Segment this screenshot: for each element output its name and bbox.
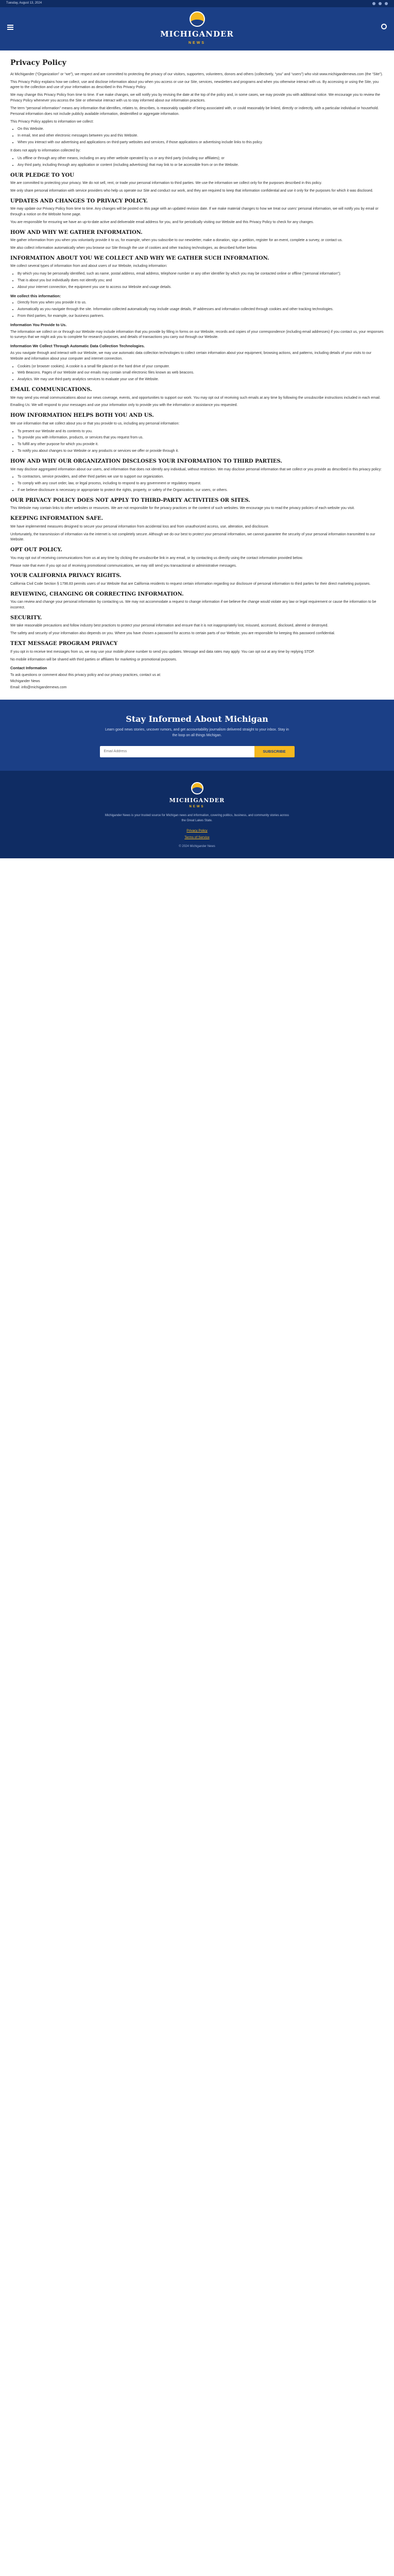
site-logo-title[interactable]: MICHIGANDER <box>160 29 234 39</box>
section-list-item: • To present our Website and its contents to you. <box>18 429 384 435</box>
intro-paragraph: We may change this Privacy Policy from time to time. If we make changes, we will notify you by revising the date at the top of the policy and, in some cases, we may provide you with additional notice. We encourage you to review the Privacy Policy whenever you access the Site or otherwise interact with us to stay informed about our information practices. <box>10 93 380 103</box>
section-list-item: • About your internet connection, the equipment you use to access our Website and usage details. <box>18 285 384 291</box>
site-logo-subtitle: NEWS <box>189 41 205 45</box>
footer-description: Michigander News is your trusted source for Michigan news and information, covering politics, business, and community stories across the Great Lakes State. <box>105 814 289 822</box>
newsletter-form <box>100 746 295 757</box>
contact-line: Email: info@michigandernews.com <box>10 685 67 689</box>
section-paragraph: We also collect information automatically when you browse our Site through the use of cookies and other tracking technologies, as described further below. <box>10 246 258 250</box>
intro-paragraph: The term “personal information” means any information that identifies, relates to, describes, is reasonably capable of being associated with, or could reasonably be linked, directly or indirectly, with a particular individual or household. Personal information does not include publicly available information, deidentified or aggregate information. <box>10 106 379 116</box>
intro-list-item: • Any third party, including through any application or content (including advertising) that may link to or be accessible from or on the Website. <box>18 163 384 168</box>
policy-section <box>10 459 384 494</box>
policy-section <box>10 498 384 512</box>
section-paragraph: This Website may contain links to other websites or resources. We are not responsible for the privacy practices or the content of such websites. We encourage you to read the privacy policies of each website you visit. <box>10 506 355 511</box>
section-heading: TEXT MESSAGE PROGRAM PRIVACY <box>10 641 118 647</box>
subsection-heading: Information You Provide to Us. <box>10 322 67 327</box>
intro-paragraph: At Michigander (“Organization” or “we”), we respect and are committed to protecting the privacy of our visitors, supporters, volunteers, donors and others (collectively, “you” and “users”) who visit www.michigandernews.com (the “Site”). <box>10 72 383 76</box>
page-title: Privacy Policy <box>10 59 66 67</box>
section-paragraph: We may update our Privacy Policy from time to time. Any changes will be posted on this page with an updated revision date. If we make material changes to how we treat our users’ personal information, we will notify you by email or through a notice on the Website home page. <box>10 207 379 217</box>
policy-section <box>10 387 384 409</box>
hamburger-menu-icon[interactable] <box>7 25 13 31</box>
section-list-item: • That is about you but individually does not identify you; and <box>18 278 384 284</box>
section-heading: KEEPING INFORMATION SAFE. <box>10 516 104 522</box>
footer-link-privacy[interactable]: Privacy Policy <box>186 828 208 833</box>
footer-logo-subtitle: NEWS <box>189 805 205 809</box>
section-heading: OUR PLEDGE TO YOU <box>10 172 74 178</box>
section-list <box>18 364 384 383</box>
social-links <box>372 2 388 5</box>
section-list-item: • To notify you about changes to our Website or any products or services we offer or provide through it. <box>18 449 384 454</box>
section-heading: OUR PRIVACY POLICY DOES NOT APPLY TO THIRD-PARTY ACTIVITIES OR SITES. <box>10 497 250 503</box>
section-paragraph: As you navigate through and interact with our Website, we may use automatic data collection technologies to collect certain information about your equipment, browsing actions, and patterns, including details of your visits to our Website and information about your computer and internet connection. <box>10 351 372 361</box>
section-list-item: • To contractors, service providers, and other third parties we use to support our organization. <box>18 474 384 480</box>
section-paragraph: Emailing Us: We will respond to your messages and use your information only to provide you with the information or assistance you requested. <box>10 403 238 408</box>
section-paragraph: The information we collect on or through our Website may include information that you provide by filling in forms on our Website, records and copies of your correspondence (including email addresses) if you contact us, your responses to surveys that we might ask you to complete for research purposes, and details of transactions you carry out through our Website. <box>10 330 384 340</box>
intro-list-item: • In email, text and other electronic messages between you and this Website. <box>18 133 384 139</box>
site-footer <box>0 771 394 858</box>
contact-block <box>10 665 384 690</box>
section-heading: HOW INFORMATION HELPS BOTH YOU AND US. <box>10 413 154 419</box>
subscribe-button[interactable]: SUBSCRIBE <box>254 746 295 757</box>
policy-section <box>10 615 384 637</box>
instagram-icon[interactable] <box>385 2 388 5</box>
section-list <box>18 272 384 291</box>
intro-section <box>10 72 384 168</box>
section-heading: REVIEWING, CHANGING OR CORRECTING INFORMATION. <box>10 591 184 597</box>
current-date: Tuesday, August 13, 2024 <box>6 2 42 5</box>
footer-logo-title: MICHIGANDER <box>169 796 225 804</box>
site-header <box>0 7 394 50</box>
section-heading: YOUR CALIFORNIA PRIVACY RIGHTS. <box>10 573 122 579</box>
intro-paragraph: This Privacy Policy applies to information we collect: <box>10 120 94 124</box>
section-paragraph: We take reasonable precautions and follow industry best practices to protect your personal information and ensure that it is not inappropriately lost, misused, accessed, disclosed, altered or destroyed. <box>10 624 329 628</box>
section-list-item: • To fulfill any other purpose for which you provide it. <box>18 442 384 448</box>
twitter-icon[interactable] <box>379 2 382 5</box>
section-list-item: • To provide you with information, products, or services that you request from us. <box>18 435 384 441</box>
search-icon[interactable] <box>381 24 387 29</box>
section-list-item: • Directly from you when you provide it to us. <box>18 300 384 306</box>
section-paragraph: No mobile information will be shared with third parties or affiliates for marketing or promotional purposes. <box>10 657 177 662</box>
section-list <box>18 429 384 454</box>
intro-paragraph: This Privacy Policy explains how we collect, use and disclose information about you when you access or use our Site, services, newsletters and programs and when you otherwise interact with us. By accessing or using the Site, you agree to the collection and use of your information as described in this Privacy Policy. <box>10 80 379 90</box>
section-paragraph: The safety and security of your information also depends on you. Where you have chosen a password for access to certain parts of our Website, you are responsible for keeping this password confidential. <box>10 632 335 636</box>
section-heading: UPDATES AND CHANGES TO PRIVACY POLICY. <box>10 198 148 204</box>
policy-section <box>10 413 384 454</box>
section-paragraph: We gather information from you when you voluntarily provide it to us, for example, when you subscribe to our newsletter, make a donation, sign a petition, register for an event, complete a survey, or contact us. <box>10 239 343 243</box>
section-list-item: • Web Beacons. Pages of our Website and our emails may contain small electronic files known as web beacons. <box>18 370 384 376</box>
top-bar <box>0 0 394 7</box>
subsection-heading: Information We Collect Through Automatic Data Collection Technologies. <box>10 344 145 349</box>
policy-section <box>10 516 384 543</box>
footer-links <box>184 828 209 840</box>
section-paragraph: California Civil Code Section § 1798.83 permits users of our Website that are California residents to request certain information regarding our disclosure of personal information to third parties for their direct marketing purposes. <box>10 582 371 586</box>
section-list-item: • Analytics. We may use third-party analytics services to evaluate your use of the Website. <box>18 377 384 383</box>
section-list-item: • From third parties, for example, our business partners. <box>18 314 384 319</box>
footer-link-terms[interactable]: Terms of Service <box>184 835 210 839</box>
section-paragraph: If you opt in to receive text messages from us, we may use your mobile phone number to send you updates. Message and data rates may apply. You can opt out at any time by replying STOP. <box>10 650 315 654</box>
section-heading: INFORMATION ABOUT YOU WE COLLECT AND WHY WE GATHER SUCH INFORMATION. <box>10 255 269 261</box>
section-heading: OPT OUT POLICY. <box>10 547 62 553</box>
section-heading: HOW AND WHY OUR ORGANIZATION DISCLOSES YOUR INFORMATION TO THIRD PARTIES. <box>10 459 282 464</box>
main-content <box>0 50 394 700</box>
intro-list-item: • Us offline or through any other means, including on any other website operated by us or any third party (including our affiliates); or <box>18 156 384 162</box>
intro-list <box>18 156 384 168</box>
subsection-heading: We collect this information: <box>10 293 61 298</box>
section-paragraph: You may opt out of receiving communications from us at any time by clicking the unsubscribe link in any email, or by contacting us directly using the contact information provided below. <box>10 556 303 560</box>
contact-line: Michigander News <box>10 679 40 683</box>
newsletter-title: Stay Informed About Michigan <box>126 714 268 724</box>
section-paragraph: Please note that even if you opt out of receiving promotional communications, we may still send you transactional or administrative messages. <box>10 564 237 568</box>
policy-section <box>10 256 384 383</box>
facebook-icon[interactable] <box>372 2 375 5</box>
section-list-item: • Cookies (or browser cookies). A cookie is a small file placed on the hard drive of your computer. <box>18 364 384 370</box>
section-list-item: • By which you may be personally identified, such as name, postal address, email address, telephone number or any other identifier by which you may be contacted online or offline (“personal information”); <box>18 272 384 277</box>
section-paragraph: You are responsible for ensuring we have an up-to-date active and deliverable email address for you, and for periodically visiting our Website and this Privacy Policy to check for any changes. <box>10 220 314 224</box>
policy-sections <box>10 173 384 691</box>
intro-list-item: • When you interact with our advertising and applications on third-party websites and services, if those applications or advertising include links to this policy. <box>18 140 384 146</box>
policy-section <box>10 547 384 569</box>
section-paragraph: We may send you email communications about our news coverage, events, and opportunities to support our work. You may opt out of receiving such emails at any time by following the unsubscribe instructions included in each email. <box>10 396 381 400</box>
section-paragraph: We are committed to protecting your privacy. We do not sell, rent, or trade your personal information to third parties. We use the information we collect only for the purposes described in this policy. <box>10 181 322 185</box>
intro-paragraph: It does not apply to information collected by: <box>10 148 81 152</box>
section-paragraph: We may disclose aggregated information about our users, and information that does not identify any individual, without restriction. We may disclose personal information that we collect or you provide as described in this privacy policy: <box>10 467 382 471</box>
intro-list <box>18 127 384 146</box>
section-list <box>18 300 384 319</box>
logo-emblem-icon[interactable] <box>190 11 205 27</box>
policy-section <box>10 198 384 226</box>
section-list-item: • To comply with any court order, law, or legal process, including to respond to any government or regulatory request. <box>18 481 384 487</box>
section-paragraph: We have implemented measures designed to secure your personal information from accidental loss and from unauthorized access, use, alteration, and disclosure. <box>10 524 269 529</box>
newsletter-section <box>0 700 394 771</box>
contact-intro: To ask questions or comment about this privacy policy and our privacy practices, contact us at: <box>10 673 161 677</box>
intro-list-item: • On this Website. <box>18 127 384 132</box>
policy-section <box>10 173 384 194</box>
email-input[interactable] <box>100 746 254 757</box>
section-paragraph: You can review and change your personal information by contacting us. We may not accommodate a request to change information if we believe the change would violate any law or legal requirement or cause the information to be incorrect. <box>10 600 376 610</box>
section-heading: HOW AND WHY WE GATHER INFORMATION. <box>10 229 143 235</box>
section-paragraph: We only share personal information with service providers who help us operate our Site and conduct our work, and they are required to keep that information confidential and use it only for the purposes for which it was disclosed. <box>10 189 373 193</box>
policy-section <box>10 591 384 611</box>
section-list-item: • Automatically as you navigate through the site. Information collected automatically may include usage details, IP addresses and information collected through cookies and other tracking technologies. <box>18 307 384 313</box>
section-paragraph: We collect several types of information from and about users of our Website, including information: <box>10 264 167 268</box>
policy-section <box>10 573 384 587</box>
section-heading: EMAIL COMMUNICATIONS. <box>10 387 92 393</box>
policy-section <box>10 641 384 690</box>
section-paragraph: We use information that we collect about you or that you provide to us, including any personal information: <box>10 421 180 426</box>
contact-heading: Contact Information <box>10 666 47 671</box>
footer-logo-emblem-icon[interactable] <box>191 782 203 794</box>
section-heading: SECURITY. <box>10 615 42 621</box>
section-list-item: • If we believe disclosure is necessary or appropriate to protect the rights, property, or safety of the Organization, our users, or others. <box>18 488 384 494</box>
newsletter-subtitle: Learn good news stories, uncover rumors, and get accountability journalism delivered straight to your inbox. Stay in the loop on all things Michigan. <box>105 728 289 738</box>
footer-copyright: © 2024 Michigander News <box>179 845 215 849</box>
section-paragraph: Unfortunately, the transmission of information via the internet is not completely secure. Although we do our best to protect your personal information, we cannot guarantee the security of your personal information transmitted to our Website. <box>10 532 375 542</box>
section-list <box>18 474 384 494</box>
policy-section <box>10 230 384 251</box>
